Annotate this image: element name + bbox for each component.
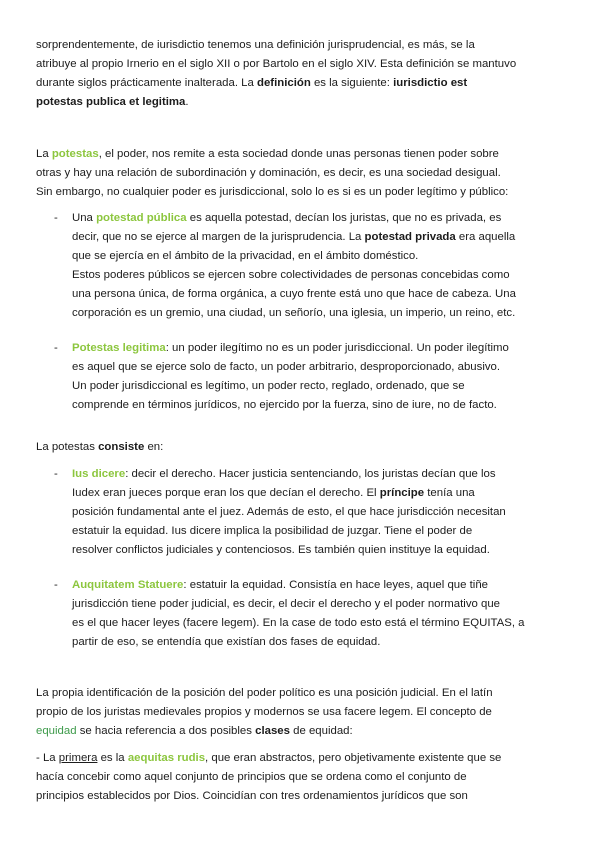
highlight-term: aequitas rudis	[127, 752, 206, 764]
p1-line-1	[36, 38, 475, 52]
text: Una	[72, 212, 97, 224]
bullet-dash: -	[54, 212, 58, 224]
b4-line-3	[72, 616, 524, 630]
p4-line-3	[36, 724, 353, 738]
bold-term: potestad privada	[364, 231, 456, 243]
text: : decir el derecho. Hacer justicia sentenciando, los juristas decían que los	[125, 468, 496, 480]
text: en:	[144, 441, 164, 453]
b4-line-2	[72, 597, 500, 611]
text: : estatuir la equidad. Consistía en hace leyes, aquel que tiñe	[183, 579, 488, 591]
text: durante siglos prácticamente inalterada. La	[36, 77, 257, 89]
bullet-dash: -	[54, 579, 58, 591]
text: hacía concebir como aquel conjunto de principios que se ordena como el conjunto de	[36, 771, 467, 783]
text: comprende en términos jurídicos, no ejercido por la fuerza, sino de iure, no de facto.	[72, 399, 497, 411]
b3-line-1	[72, 467, 496, 481]
text: que se ejercía en el ámbito de la privacidad, en el ámbito doméstico.	[72, 250, 419, 262]
highlight-term: Ius dicere	[72, 468, 126, 480]
text: es la	[97, 752, 128, 764]
text: tenía una	[424, 487, 475, 499]
b3-line-2	[72, 486, 475, 500]
text: , que eran abstractos, pero objetivamente existente que se	[205, 752, 502, 764]
b3-line-3	[72, 505, 506, 519]
b1-line-1	[72, 211, 501, 225]
bold-term: iurisdictio est	[393, 77, 468, 89]
p5-line-2	[36, 770, 467, 784]
highlight-term: potestad pública	[96, 212, 187, 224]
bullet-dash: -	[54, 468, 58, 480]
text: corporación es un gremio, una ciudad, un señorío, una iglesia, un imperio, un reino, etc.	[72, 307, 516, 319]
b2-line-2	[72, 360, 500, 374]
highlight-term: Potestas legitima	[72, 342, 166, 354]
text: se hacia referencia a dos posibles	[76, 725, 256, 737]
b1-line-3	[72, 249, 418, 263]
highlight-term: equidad	[36, 725, 77, 737]
text: atribuye al propio Irnerio en el siglo XII o por Bartolo en el siglo XIV. Esta definición se mantuvo	[36, 58, 517, 70]
text: es aquella potestad, decían los juristas, que no es privada, es	[186, 212, 502, 224]
text: Iudex eran jueces porque eran los que decían el derecho. El	[72, 487, 380, 499]
text: Sin embargo, no cualquier poder es jurisdiccional, solo lo es si es un poder legítimo y público:	[36, 186, 509, 198]
text: posición fundamental ante el juez. Además de esto, el que hace jurisdicción necesitan	[72, 506, 506, 518]
text: partir de eso, se entendía que existían dos fases de equidad.	[72, 636, 381, 648]
b4-line-1	[72, 578, 488, 592]
b3-line-4	[72, 524, 472, 538]
b2-line-4	[72, 398, 497, 412]
text: jurisdicción tiene poder judicial, es decir, el decir el derecho y el poder normativo que	[72, 598, 501, 610]
bold-term: definición	[256, 77, 311, 89]
text: es el que hacer leyes (facere legem). En la case de todo esto está el término EQUITAS, a	[72, 617, 525, 629]
p1-line-4	[36, 95, 189, 109]
bold-term: príncipe	[379, 487, 425, 499]
p4-line-2	[36, 705, 492, 719]
text: es la siguiente:	[310, 77, 394, 89]
highlight-term: potestas	[51, 148, 99, 160]
p5-line-3	[36, 789, 468, 803]
p1-line-3	[36, 76, 467, 90]
b2-line-3	[72, 379, 465, 393]
text: sorprendentemente, de iurisdictio tenemos una definición jurisprudencial, es más, se la	[36, 39, 475, 51]
b4-line-4	[72, 635, 380, 649]
bold-term: clases	[255, 725, 290, 737]
text: La	[36, 148, 52, 160]
text: - La	[36, 752, 59, 764]
bold-term: potestas publica et legitima	[36, 96, 186, 108]
underlined-term: primera	[58, 752, 98, 764]
p4-line-1	[36, 686, 493, 700]
text: otras y hay una relación de subordinación y dominación, es decir, es una sociedad desigual.	[36, 167, 501, 179]
p2-line-3	[36, 185, 508, 199]
p5-line-1	[36, 751, 501, 765]
text: resolver conflictos judiciales y contenciosos. Es también quien instituye la equidad.	[72, 544, 490, 556]
text: La propia identificación de la posición del poder político es una posición judicial. En el latín	[36, 687, 493, 699]
text: es aquel que se ejerce solo de facto, un poder arbitrario, desproporcionado, abusivo.	[72, 361, 501, 373]
text: La potestas	[36, 441, 99, 453]
text: estatuir la equidad. Ius dicere implica la posibilidad de juzgar. Tiene el poder de	[72, 525, 473, 537]
bullet-dash: -	[54, 342, 58, 354]
bold-term: consiste	[98, 441, 145, 453]
text: .	[185, 96, 189, 108]
p2-line-2	[36, 166, 501, 180]
text: Estos poderes públicos se ejercen sobre colectividades de personas concebidas como	[72, 269, 510, 281]
text: Un poder jurisdiccional es legítimo, un poder recto, reglado, ordenado, que se	[72, 380, 465, 392]
text: de equidad:	[289, 725, 353, 737]
b1-line-6	[72, 306, 515, 320]
text: una persona única, de forma orgánica, a cuyo frente está uno que hace de cabeza. Una	[72, 288, 516, 300]
text: propio de los juristas medievales propios y modernos se usa facere legem. El concepto de	[36, 706, 492, 718]
text: , el poder, nos remite a esta sociedad donde unas personas tienen poder sobre	[98, 148, 499, 160]
text: era aquella	[455, 231, 516, 243]
highlight-term: Auquitatem Statuere	[72, 579, 184, 591]
p2-line-1	[36, 147, 499, 161]
b1-line-5	[72, 287, 516, 301]
b2-line-1	[72, 341, 509, 355]
b1-line-2	[72, 230, 515, 244]
b3-line-5	[72, 543, 490, 557]
p3-line-1	[36, 440, 163, 454]
text: principios establecidos por Dios. Coincidían con tres ordenamientos jurídicos que son	[36, 790, 468, 802]
text: : un poder ilegítimo no es un poder jurisdiccional. Un poder ilegítimo	[165, 342, 509, 354]
p1-line-2	[36, 57, 516, 71]
b1-line-4	[72, 268, 510, 282]
text: decir, que no se ejerce al margen de la jurisprudencia. La	[72, 231, 365, 243]
